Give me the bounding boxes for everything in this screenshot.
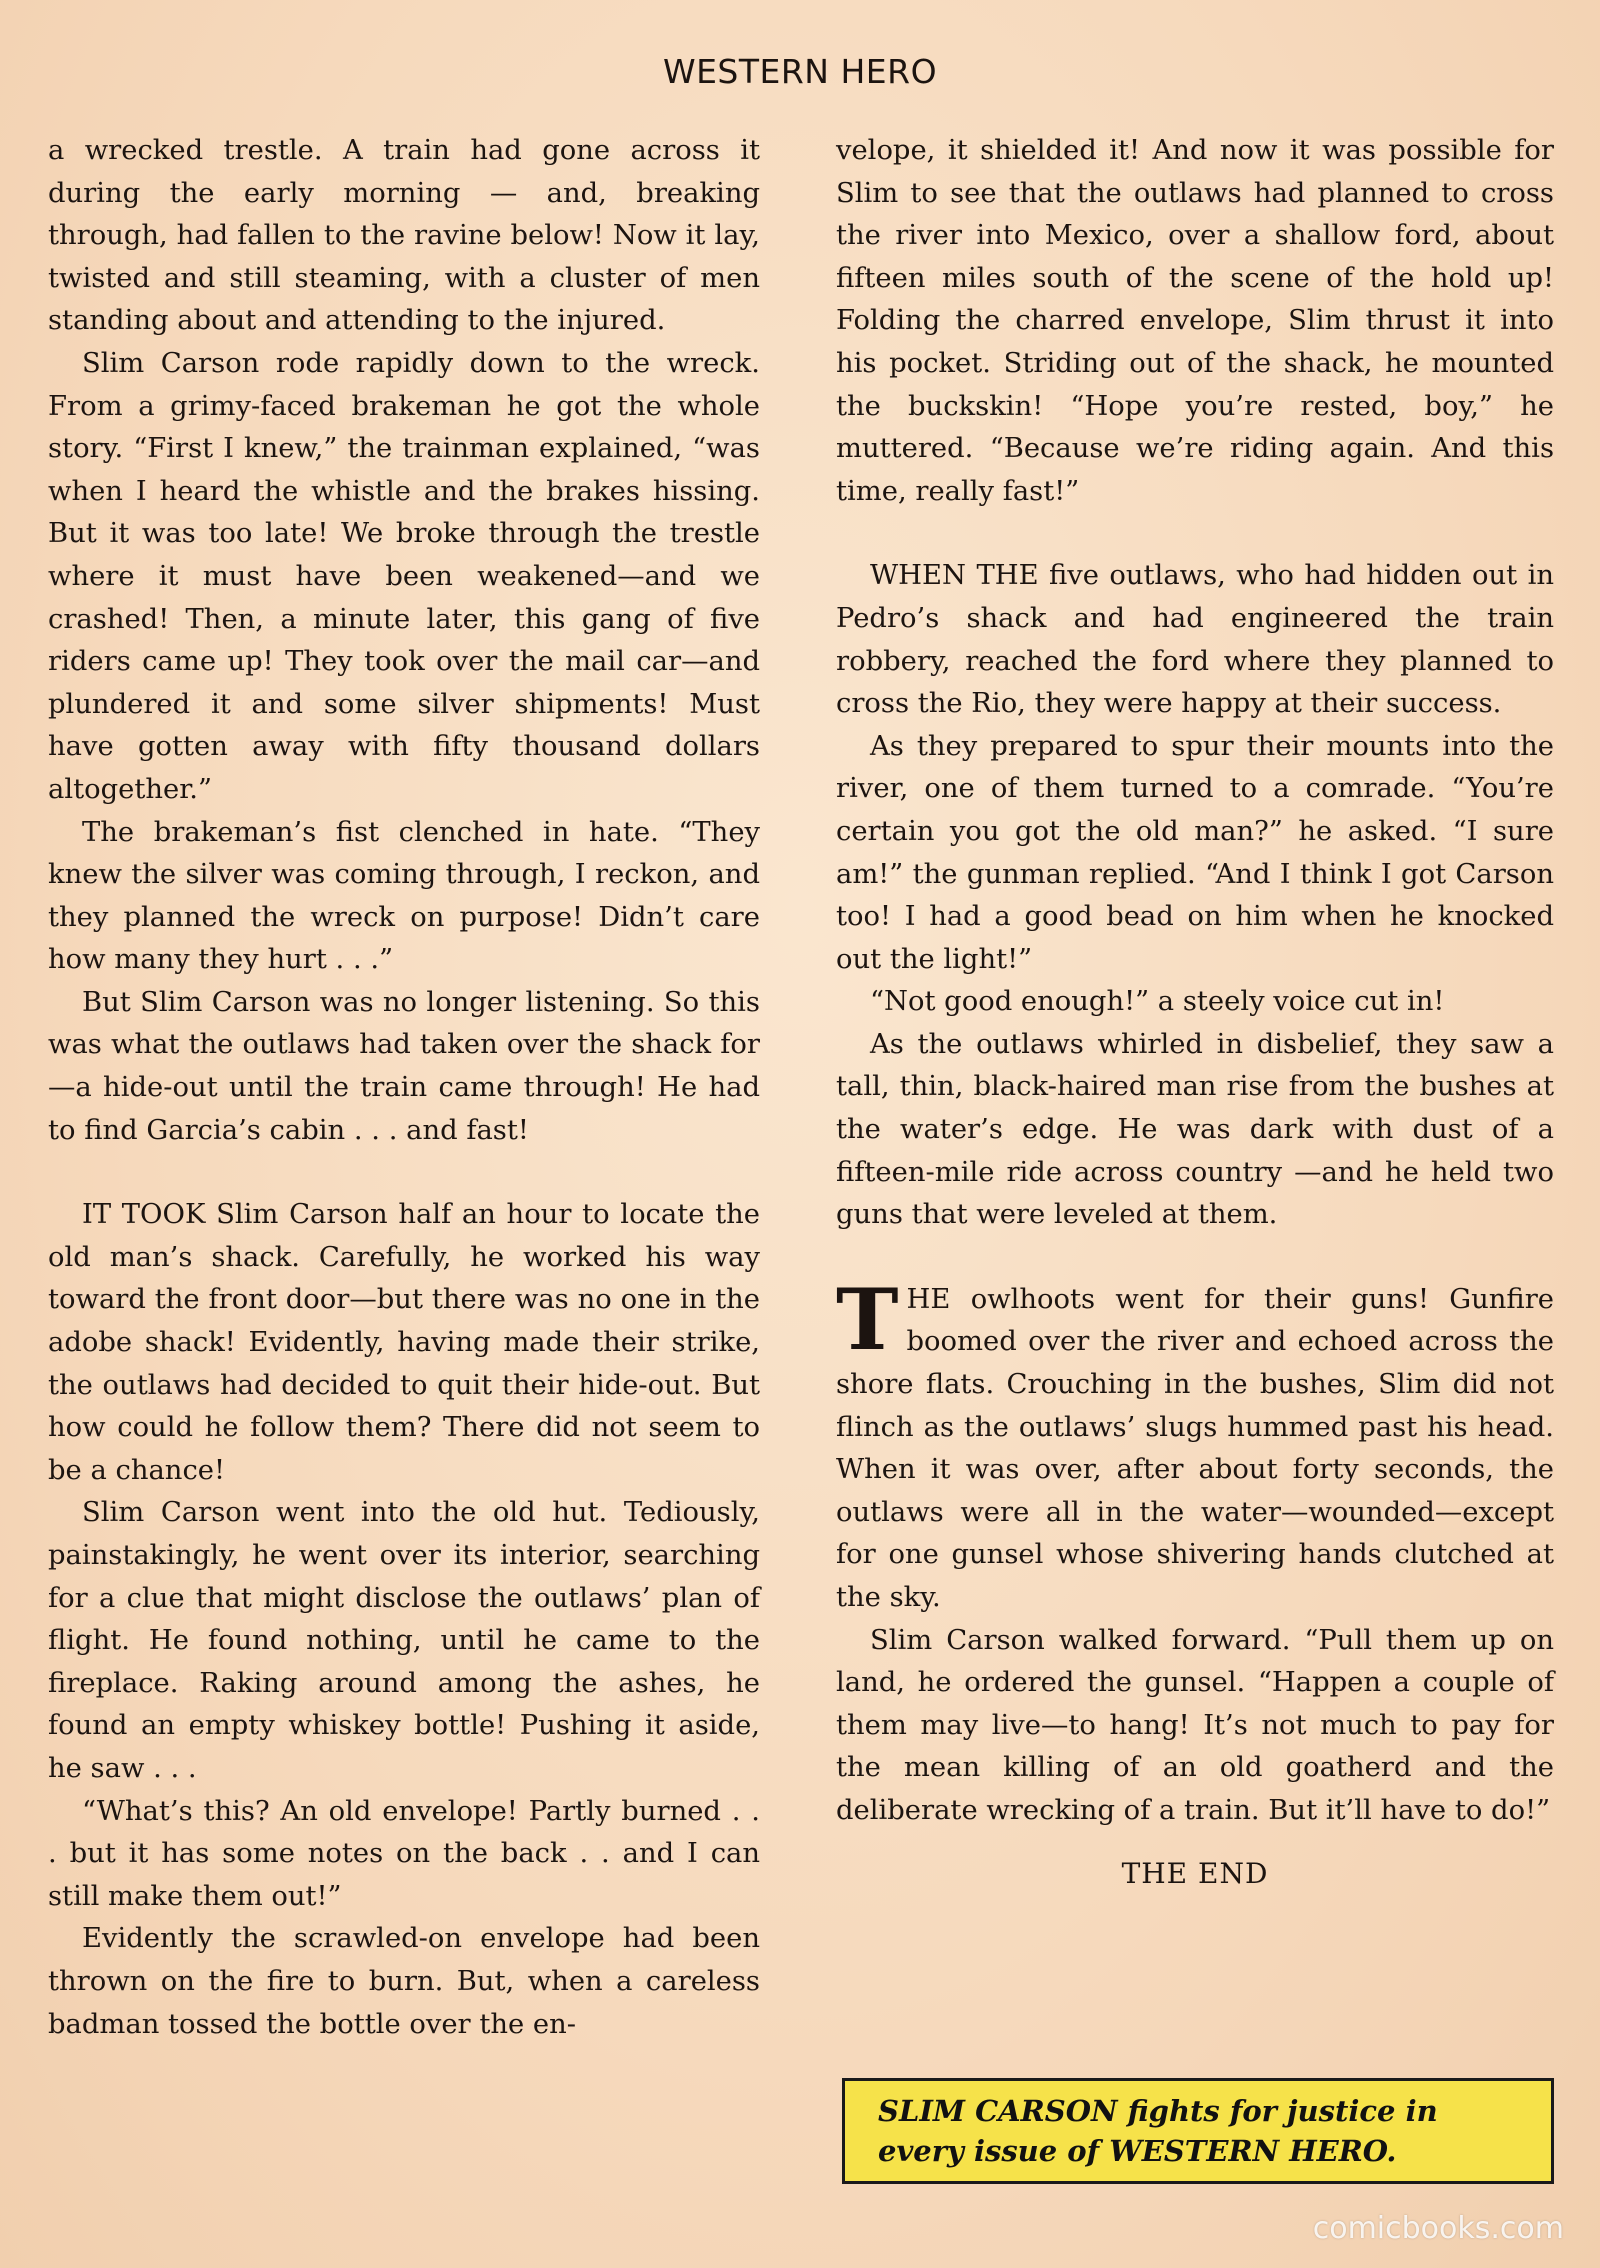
paragraph: a wrecked trestle. A train had gone across it during the early morning — and, breaking through, had fallen to the ravine below! Now it lay, twisted and still steaming, with a cluster of men standing about and attending to the injured.	[48, 135, 760, 337]
dropcap-paragraph-text: HE owlhoots went for their guns! Gunfire boomed over the river and echoed across the shore flats. Crouching in the bushes, Slim did not flinch as the outlaws’ slugs hummed past his head. When it was over, after about forty seconds, the outlaws were all in the water—wounded—except for one gunsel whose shivering hands clutched at the sky.	[836, 1283, 1554, 1613]
paragraph: As the outlaws whirled in disbelief, they saw a tall, thin, black-haired man rise from the bushes at the water’s edge. He was dark with dust of a fifteen-mile ride across country —and he held two guns that were leveled at them.	[836, 1028, 1554, 1231]
site-watermark: comicbooks.com	[1312, 2211, 1564, 2246]
paragraph: The brakeman’s fist clenched in hate. “They knew the silver was coming through, I reckon, and they planned the wreck on purpose! Didn’t care how many they hurt . . .”	[48, 816, 760, 976]
right-column	[836, 130, 1554, 1895]
paragraph: Slim Carson walked forward. “Pull them up on land, he ordered the gunsel. “Happen a couple of them may live—to hang! It’s not much to pay for the mean killing of an old goatherd and the deliberate wrecking of a train. But it’ll have to do!”	[836, 1624, 1554, 1826]
paragraph: velope, it shielded it! And now it was possible for Slim to see that the outlaws had planned to cross the river into Mexico, over a shallow ford, about fifteen miles south of the scene of the hold up! Folding the charred envelope, Slim thrust it into his pocket. Striding out of the shack, he mounted the buckskin! “Hope you’re rested, boy,” he muttered. “Because we’re riding again. And this time, really fast!”	[836, 135, 1554, 507]
the-end-label: THE END	[1121, 1856, 1269, 1890]
page-header: WESTERN HERO	[662, 52, 938, 91]
section-start-paragraph: WHEN THE five outlaws, who had hidden out in Pedro’s shack and had engineered the train robbery, reached the ford where they planned to cross the Rio, they were happy at their success.	[836, 560, 1554, 720]
dropcap-paragraph	[836, 1269, 1554, 1620]
paragraph: As they prepared to spur their mounts into the river, one of them turned to a comrade. “You’re certain you got the old man?” he asked. “I sure am!” the gunman replied. “And I think I got Carson too! I had a good bead on him when he knocked out the light!”	[836, 730, 1554, 975]
left-column	[48, 130, 760, 2046]
paragraph: Slim Carson went into the old hut. Tediously, painstakingly, he went over its interior, searching for a clue that might disclose the outlaws’ plan of flight. He found nothing, until he came to the fireplace. Raking around among the ashes, he found an empty whiskey bottle! Pushing it aside, he saw . . .	[48, 1497, 760, 1784]
paragraph: Evidently the scrawled-on envelope had been thrown on the fire to burn. But, when a careless badman tossed the bottle over the en-	[48, 1923, 760, 2040]
paragraph: “What’s this? An old envelope! Partly burned . . . but it has some notes on the back . . and I can still make them out!”	[48, 1795, 760, 1912]
section-start-paragraph: IT TOOK Slim Carson half an hour to locate the old man’s shack. Carefully, he worked his way toward the front door—but there was no one in the adobe shack! Evidently, having made their strike, the outlaws had decided to quit their hide-out. But how could he follow them? There did not seem to be a chance!	[48, 1199, 760, 1486]
paragraph: But Slim Carson was no longer listening. So this was what the outlaws had taken over the shack for—a hide-out until the train came through! He had to find Garcia’s cabin . . . and fast!	[48, 986, 760, 1146]
promo-text: SLIM CARSON fights for justice in every issue of WESTERN HERO.	[878, 2094, 1438, 2168]
promo-box	[842, 2078, 1554, 2184]
drop-cap-letter: T	[836, 1269, 899, 1369]
paragraph: Slim Carson rode rapidly down to the wreck. From a grimy-faced brakeman he got the whole story. “First I knew,” the trainman explained, “was when I heard the whistle and the brakes hissing. But it was too late! We broke through the trestle where it must have been weakened—and we crashed! Then, a minute later, this gang of five riders came up! They took over the mail car—and plundered it and some silver shipments! Must have gotten away with fifty thousand dollars altogether.”	[48, 347, 760, 805]
paragraph: “Not good enough!” a steely voice cut in!	[870, 986, 1445, 1018]
